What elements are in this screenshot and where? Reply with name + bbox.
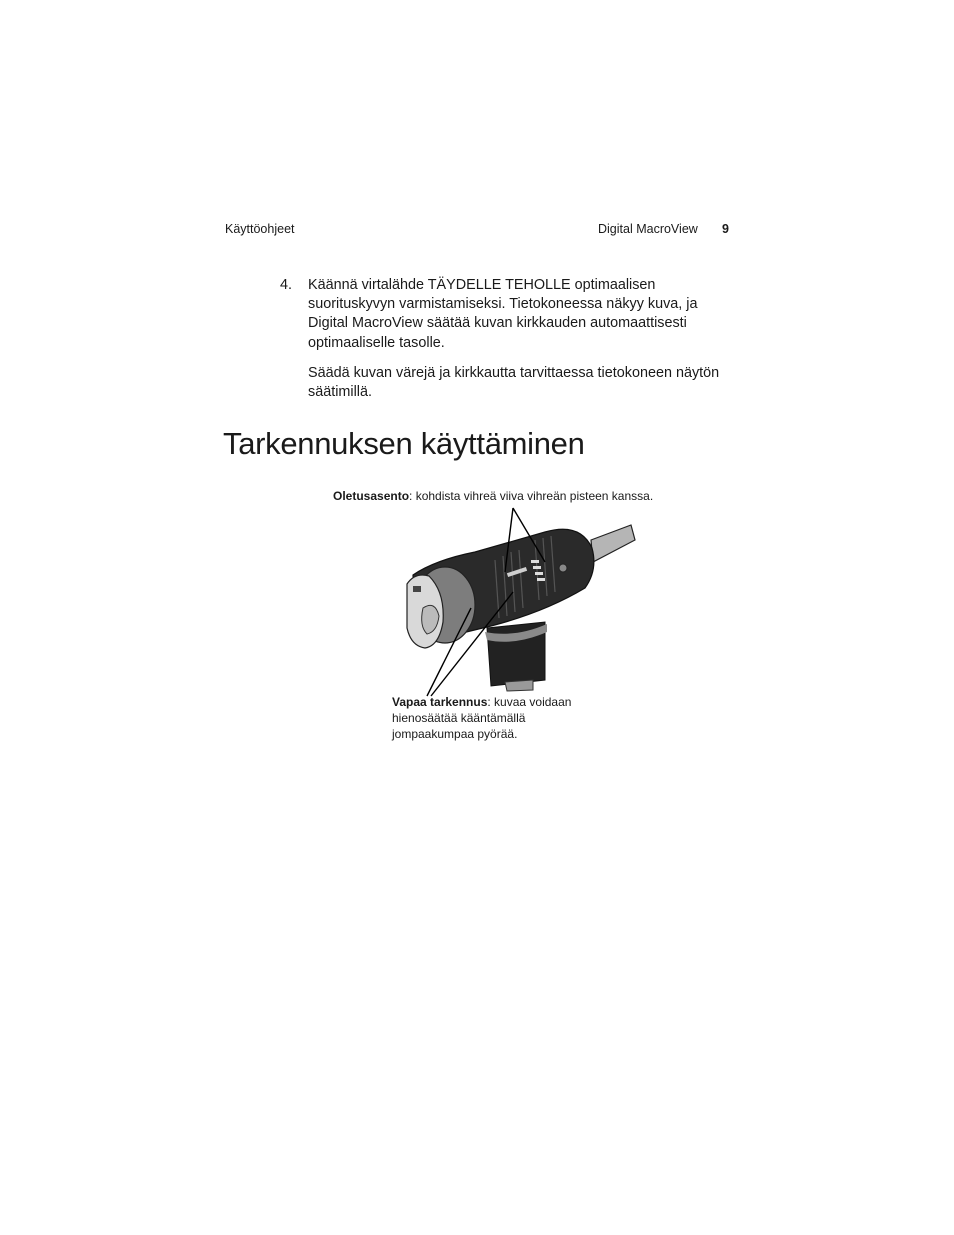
macroview-device-illustration — [395, 500, 640, 700]
green-dot-marker — [559, 564, 567, 572]
page-number: 9 — [722, 222, 729, 236]
adjust-paragraph: Säädä kuvan värejä ja kirkkautta tarvittaessa tietokoneen näytön säätimillä. — [308, 365, 720, 401]
caption-default-bold: Oletusasento — [333, 489, 410, 503]
handle-base — [505, 680, 533, 691]
caption-free-focus — [392, 694, 582, 742]
caption-free-text: : kuvaa voidaan hienosäätää kääntämällä jompaakumpaa pyörää. — [392, 695, 572, 741]
speculum-tip — [591, 525, 635, 562]
section-title: Tarkennuksen käyttäminen — [223, 426, 585, 461]
caption-free-bold: Vapaa tarkennus — [392, 695, 488, 709]
step-number: 4. — [280, 277, 293, 293]
header-left: Käyttöohjeet — [225, 222, 295, 236]
step-text: Käännä virtalähde TÄYDELLE TEHOLLE optimaalisen suorituskyvyn varmistamiseksi. Tietokoneessa näkyy kuva, ja Digital MacroView säätää kuvan kirkkauden automaattisesti optimaaliselle tasolle. — [308, 277, 698, 351]
front-port — [413, 586, 421, 592]
header-product: Digital MacroView — [598, 222, 698, 236]
caption-default-text: : kohdista vihreä viiva vihreän pisteen kanssa. — [409, 489, 654, 503]
